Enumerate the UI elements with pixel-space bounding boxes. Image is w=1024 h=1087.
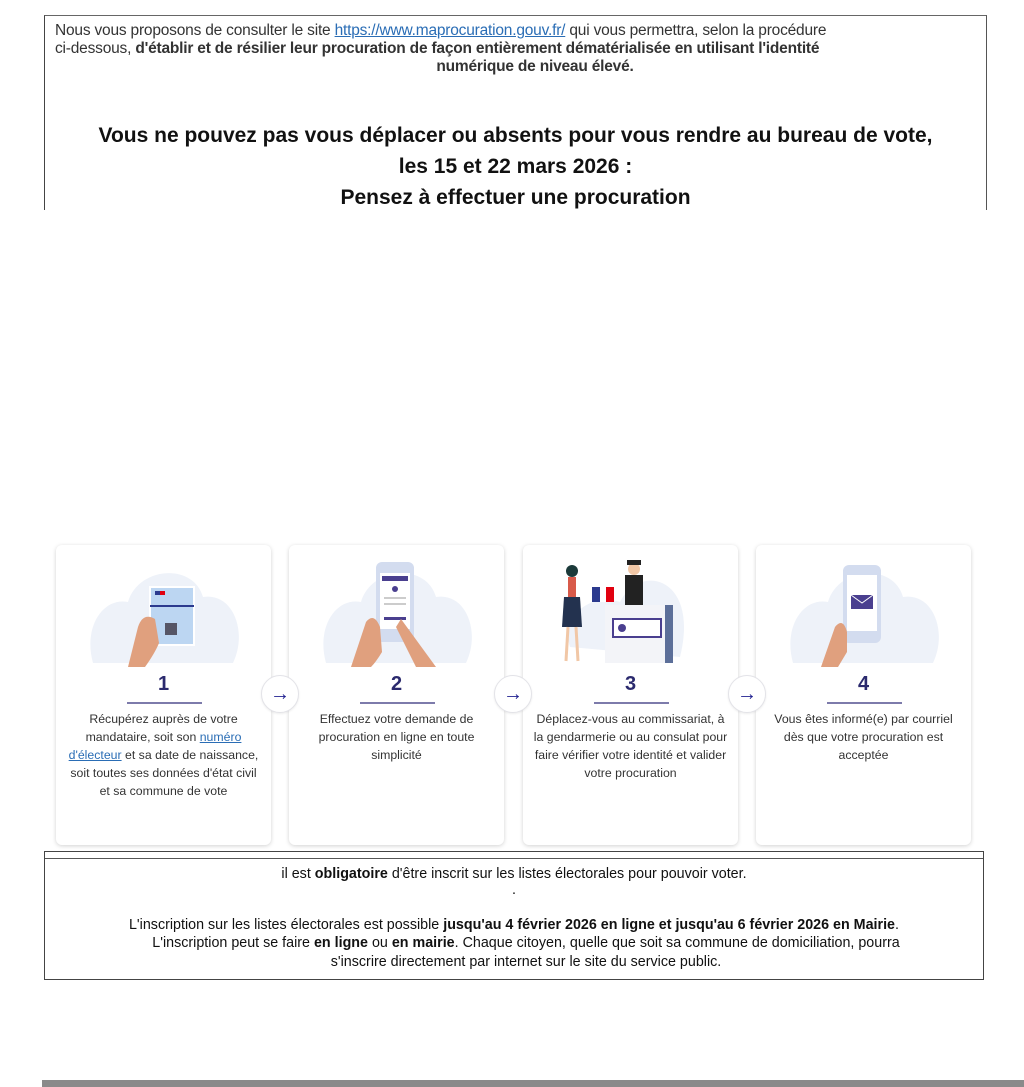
- step-divider: [827, 702, 902, 704]
- registration-deadline: [45, 917, 983, 933]
- headline-line: Vous ne pouvez pas vous déplacer ou absents pour vous rendre au bureau de vote,: [98, 124, 933, 147]
- step-number: 3: [624, 673, 637, 695]
- text: L'inscription peut se faire: [152, 935, 314, 951]
- intro-bold-text: d'établir et de résilier leur procuration de façon entièrement dématérialisée en utilisant l'identité: [135, 40, 820, 57]
- step-divider: [127, 702, 202, 704]
- text: il est: [281, 866, 315, 882]
- step-number: 2: [390, 673, 403, 695]
- bold-text: jusqu'au 4 février 2026 en ligne et jusqu'au 6 février 2026 en Mairie: [443, 917, 896, 933]
- intro-bold-text: numérique de niveau élevé.: [436, 58, 634, 75]
- confirmation-phone-illustration: [783, 557, 943, 667]
- arrow-right-icon: →: [494, 675, 532, 713]
- registration-online: s'inscrire directement par internet sur le site du service public.: [330, 954, 722, 970]
- registration-info-box: [44, 851, 984, 980]
- text: .: [895, 917, 899, 933]
- intro-paragraph: [55, 22, 987, 76]
- intro-text: ci-dessous,: [55, 40, 136, 57]
- voter-card-illustration: [83, 557, 243, 667]
- arrow-right-icon: →: [261, 675, 299, 713]
- step-card-1: [56, 545, 271, 845]
- intro-text: qui vous permettra, selon la procédure: [565, 22, 827, 39]
- headline-dates: les 15 et 22 mars 2026 :: [398, 155, 633, 178]
- text: d'être inscrit sur les listes électorales pour pouvoir voter.: [387, 866, 747, 882]
- police-desk-illustration: [550, 557, 710, 667]
- step-number: 4: [857, 673, 870, 695]
- bold-text: en mairie: [391, 935, 455, 951]
- headline-cta: Pensez à effectuer une procuration: [340, 186, 691, 209]
- step-text: Récupérez auprès de votre mandataire, soit son: [85, 712, 238, 744]
- phone-form-illustration: [316, 557, 476, 667]
- step-description: Déplacez-vous au commissariat, à la gendarmerie ou au consulat pour faire vérifier votre identité et valider votre procuration: [533, 712, 728, 780]
- text: ou: [368, 935, 392, 951]
- separator-dot: .: [512, 882, 516, 898]
- numero-electeur-link[interactable]: numéro d'électeur: [68, 730, 242, 762]
- divider: [45, 858, 983, 859]
- maprocuration-link[interactable]: https://www.maprocuration.gouv.fr/: [334, 22, 566, 39]
- bold-text: en ligne: [313, 935, 368, 951]
- bold-text: obligatoire: [314, 866, 388, 882]
- registration-obligation: [45, 866, 983, 882]
- step-text: et sa date de naissance, soit toutes ses données d'état civil et sa commune de vote: [70, 748, 259, 798]
- step-divider: [594, 702, 669, 704]
- registration-method: [45, 935, 983, 951]
- intro-text: Nous vous proposons de consulter le site: [55, 22, 335, 39]
- procuration-info-box: [44, 15, 987, 210]
- text: L'inscription sur les listes électorales est possible: [128, 917, 444, 933]
- step-description: Vous êtes informé(e) par courriel dès que votre procuration est acceptée: [774, 712, 953, 762]
- step-number: 1: [157, 673, 170, 695]
- bottom-divider-bar: [42, 1080, 1024, 1087]
- text: . Chaque citoyen, quelle que soit sa commune de domiciliation, pourra: [454, 935, 900, 951]
- headline: [45, 120, 986, 210]
- step-description: Effectuez votre demande de procuration en ligne en toute simplicité: [318, 712, 475, 762]
- step-divider: [360, 702, 435, 704]
- step-card-3: [523, 545, 738, 845]
- step-description: [66, 710, 261, 800]
- step-card-4: [756, 545, 971, 845]
- arrow-right-icon: →: [728, 675, 766, 713]
- step-card-2: [289, 545, 504, 845]
